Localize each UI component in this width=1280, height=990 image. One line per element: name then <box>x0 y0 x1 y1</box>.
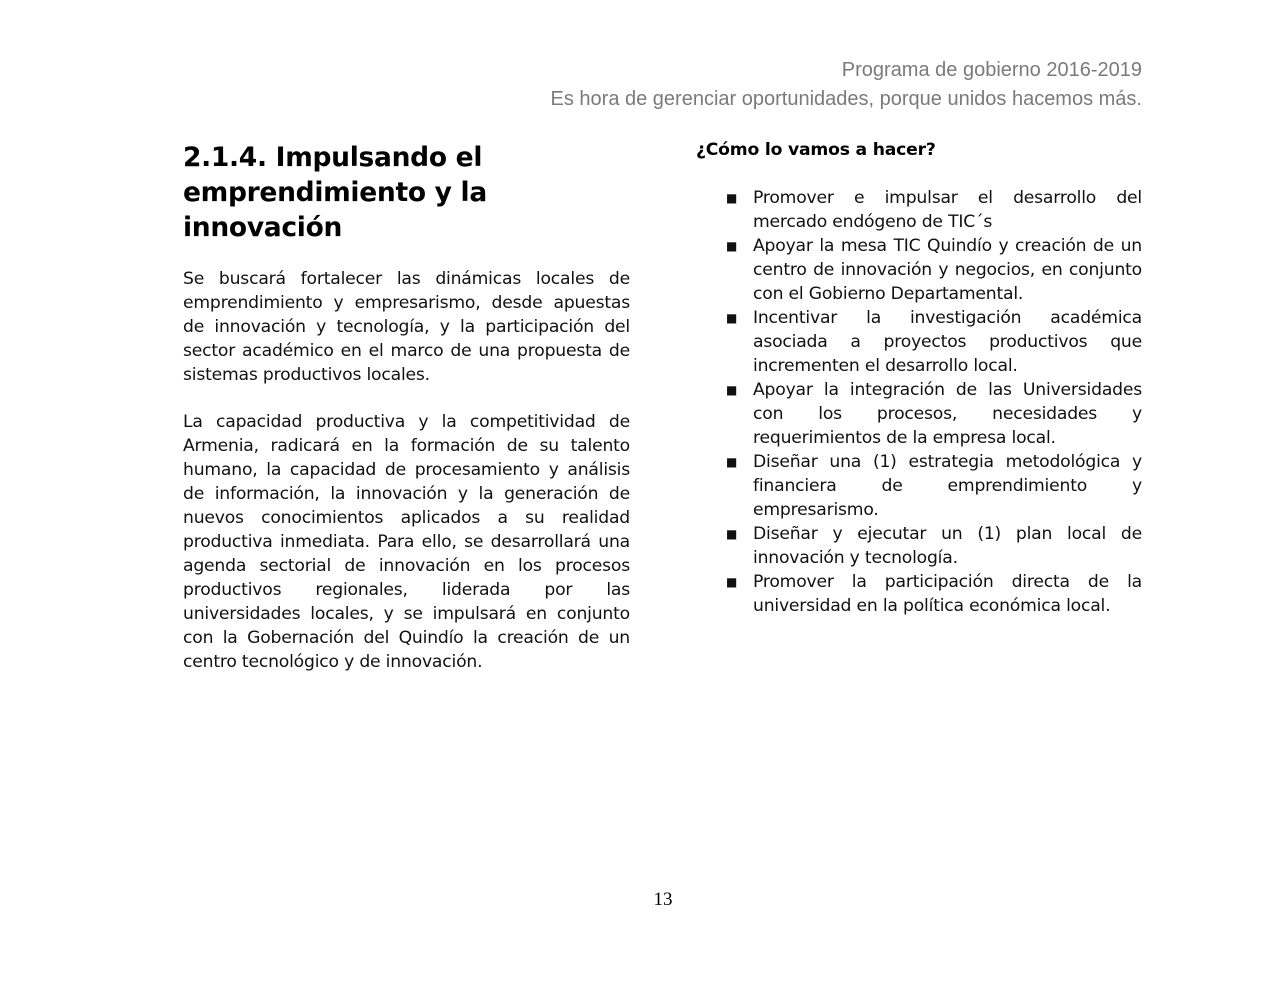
section-title: 2.1.4. Impulsando el emprendimiento y la innovación <box>183 142 487 243</box>
square-bullet-icon: ■ <box>726 191 738 205</box>
list-item <box>696 378 1142 450</box>
list-item-text: Diseñar y ejecutar un (1) plan local de innovación y tecnología. <box>753 524 1142 568</box>
header-program-title: Programa de gobierno 2016-2019 <box>841 59 1142 81</box>
how-subheading: ¿Cómo lo vamos a hacer? <box>696 140 936 160</box>
right-column <box>696 138 1142 618</box>
action-list <box>696 186 1142 618</box>
body-paragraph-1: Se buscará fortalecer las dinámicas locales de emprendimiento y empresarismo, desde apuestas de innovación y tecnología, y la participación del sector académico en el marco de una propuesta de sistemas productivos locales. <box>183 269 630 385</box>
square-bullet-icon: ■ <box>726 575 738 589</box>
square-bullet-icon: ■ <box>726 383 738 397</box>
square-bullet-icon: ■ <box>726 455 738 469</box>
square-bullet-icon: ■ <box>726 527 738 541</box>
square-bullet-icon: ■ <box>726 239 738 253</box>
page-number: 13 <box>653 889 673 910</box>
list-item-text: Promover e impulsar el desarrollo del mercado endógeno de TIC´s <box>753 188 1142 232</box>
list-item-text: Incentivar la investigación académica asociada a proyectos productivos que incrementen el desarrollo local. <box>753 308 1142 376</box>
list-item-text: Promover la participación directa de la universidad en la política económica local. <box>753 572 1142 616</box>
list-item-text: Diseñar una (1) estrategia metodológica y financiera de emprendimiento y empresarismo. <box>753 452 1142 520</box>
left-column <box>183 140 630 697</box>
list-item-text: Apoyar la integración de las Universidades con los procesos, necesidades y requerimientos de la empresa local. <box>753 380 1142 448</box>
list-item <box>696 186 1142 234</box>
list-item <box>696 570 1142 618</box>
list-item <box>696 522 1142 570</box>
running-header <box>551 56 1142 114</box>
list-item-text: Apoyar la mesa TIC Quindío y creación de un centro de innovación y negocios, en conjunto con el Gobierno Departamental. <box>753 236 1142 304</box>
header-slogan: Es hora de gerenciar oportunidades, porque unidos hacemos más. <box>550 88 1142 110</box>
list-item <box>696 306 1142 378</box>
body-paragraph-2: La capacidad productiva y la competitividad de Armenia, radicará en la formación de su talento humano, la capacidad de procesamiento y análisis de información, la innovación y la generación de nuevos conocimientos aplicados a su realidad productiva inmediata. Para ello, se desarrollará una agenda sectorial de innovación en los procesos productivos regionales, liderada por las universidades locales, y se impulsará en conjunto con la Gobernación del Quindío la creación de un centro tecnológico y de innovación. <box>183 412 630 672</box>
list-item <box>696 234 1142 306</box>
list-item <box>696 450 1142 522</box>
square-bullet-icon: ■ <box>726 311 738 325</box>
